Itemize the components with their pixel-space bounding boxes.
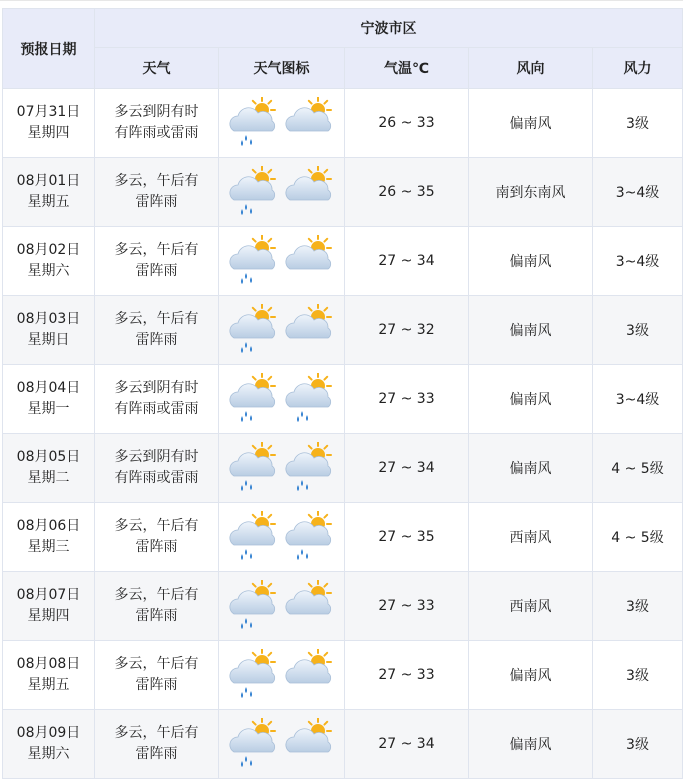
date-text: 08月03日 xyxy=(16,311,81,327)
cloud-sun-rain-icon xyxy=(282,442,338,494)
table-row xyxy=(3,710,683,779)
wind-force-cell: 4 ~ 5级 xyxy=(593,434,683,503)
wind-force-cell: 3~4级 xyxy=(593,158,683,227)
cloud-sun-icon xyxy=(282,304,338,356)
icon-column-header: 天气图标 xyxy=(219,48,345,89)
weather-text-line2: 雷阵雨 xyxy=(135,194,178,210)
wind-force-cell: 3~4级 xyxy=(593,227,683,296)
temperature-cell: 27 ~ 34 xyxy=(345,227,469,296)
table-row xyxy=(3,572,683,641)
weekday-text: 星期日 xyxy=(27,332,70,348)
weather-icon-cell xyxy=(219,89,345,158)
date-cell xyxy=(3,434,95,503)
date-cell xyxy=(3,296,95,365)
weather-icon-cell xyxy=(219,227,345,296)
wind-force-cell: 3级 xyxy=(593,296,683,365)
weekday-text: 星期一 xyxy=(27,401,70,417)
temperature-cell: 27 ~ 34 xyxy=(345,434,469,503)
date-cell xyxy=(3,641,95,710)
weekday-text: 星期五 xyxy=(27,677,70,693)
cloud-sun-icon xyxy=(282,235,338,287)
wind-force-cell: 3级 xyxy=(593,572,683,641)
weather-cell xyxy=(95,365,219,434)
cloud-sun-rain-icon xyxy=(226,97,282,149)
date-text: 08月05日 xyxy=(16,449,81,465)
temperature-cell: 27 ~ 35 xyxy=(345,503,469,572)
date-text: 08月07日 xyxy=(16,587,81,603)
cloud-sun-icon xyxy=(282,718,338,770)
weekday-text: 星期五 xyxy=(27,194,70,210)
weather-text-line2: 雷阵雨 xyxy=(135,677,178,693)
table-row xyxy=(3,89,683,158)
weather-text-line2: 雷阵雨 xyxy=(135,608,178,624)
temperature-cell: 26 ~ 35 xyxy=(345,158,469,227)
date-text: 08月02日 xyxy=(16,242,81,258)
table-row xyxy=(3,158,683,227)
weather-cell xyxy=(95,710,219,779)
weather-text-line2: 雷阵雨 xyxy=(135,332,178,348)
weather-text-line1: 多云到阴有时 xyxy=(114,104,199,120)
weather-text-line2: 有阵雨或雷雨 xyxy=(114,401,199,417)
date-column-header: 预报日期 xyxy=(3,9,95,89)
wind-force-column-header: 风力 xyxy=(593,48,683,89)
table-row xyxy=(3,227,683,296)
wind-direction-cell: 偏南风 xyxy=(469,434,593,503)
table-row xyxy=(3,434,683,503)
cloud-sun-rain-icon xyxy=(226,442,282,494)
wind-direction-cell: 偏南风 xyxy=(469,89,593,158)
weather-text-line1: 多云，午后有 xyxy=(114,311,199,327)
weather-text-line2: 雷阵雨 xyxy=(135,539,178,555)
weather-text-line2: 雷阵雨 xyxy=(135,746,178,762)
cloud-sun-rain-icon xyxy=(226,373,282,425)
weather-text-line1: 多云，午后有 xyxy=(114,518,199,534)
weather-text-line2: 有阵雨或雷雨 xyxy=(114,125,199,141)
date-cell xyxy=(3,158,95,227)
date-cell xyxy=(3,89,95,158)
weather-text-line1: 多云到阴有时 xyxy=(114,449,199,465)
weather-text-line1: 多云到阴有时 xyxy=(114,380,199,396)
weekday-text: 星期四 xyxy=(27,125,70,141)
date-text: 08月08日 xyxy=(16,656,81,672)
cloud-sun-rain-icon xyxy=(226,718,282,770)
temperature-cell: 27 ~ 33 xyxy=(345,641,469,710)
date-cell xyxy=(3,227,95,296)
weather-cell xyxy=(95,434,219,503)
cloud-sun-icon xyxy=(282,649,338,701)
table-row xyxy=(3,365,683,434)
weather-cell xyxy=(95,641,219,710)
weather-text-line1: 多云，午后有 xyxy=(114,242,199,258)
wind-force-cell: 4 ~ 5级 xyxy=(593,503,683,572)
cloud-sun-icon xyxy=(282,580,338,632)
weather-icon-cell xyxy=(219,158,345,227)
weekday-text: 星期六 xyxy=(27,746,70,762)
weather-icon-cell xyxy=(219,641,345,710)
date-text: 08月06日 xyxy=(16,518,81,534)
weather-icon-cell xyxy=(219,572,345,641)
wind-direction-cell: 偏南风 xyxy=(469,710,593,779)
weekday-text: 星期二 xyxy=(27,470,70,486)
weather-icon-cell xyxy=(219,503,345,572)
wind-direction-cell: 偏南风 xyxy=(469,641,593,710)
weather-cell xyxy=(95,572,219,641)
cloud-sun-rain-icon xyxy=(226,166,282,218)
date-cell xyxy=(3,503,95,572)
wind-direction-cell: 西南风 xyxy=(469,503,593,572)
weather-text-line1: 多云，午后有 xyxy=(114,656,199,672)
cloud-sun-rain-icon xyxy=(282,373,338,425)
temperature-cell: 27 ~ 33 xyxy=(345,365,469,434)
wind-direction-cell: 偏南风 xyxy=(469,365,593,434)
date-text: 08月01日 xyxy=(16,173,81,189)
cloud-sun-icon xyxy=(282,166,338,218)
cloud-sun-rain-icon xyxy=(226,580,282,632)
wind-direction-cell: 偏南风 xyxy=(469,227,593,296)
weather-text-line1: 多云，午后有 xyxy=(114,173,199,189)
cloud-sun-rain-icon xyxy=(226,304,282,356)
cloud-sun-icon xyxy=(282,97,338,149)
city-header: 宁波市区 xyxy=(95,9,683,48)
weekday-text: 星期三 xyxy=(27,539,70,555)
table-row xyxy=(3,296,683,365)
weather-text-line2: 有阵雨或雷雨 xyxy=(114,470,199,486)
wind-direction-cell: 南到东南风 xyxy=(469,158,593,227)
date-text: 08月09日 xyxy=(16,725,81,741)
weather-text-line1: 多云，午后有 xyxy=(114,587,199,603)
weekday-text: 星期四 xyxy=(27,608,70,624)
weather-cell xyxy=(95,296,219,365)
date-text: 07月31日 xyxy=(16,104,81,120)
table-row xyxy=(3,503,683,572)
temperature-cell: 27 ~ 34 xyxy=(345,710,469,779)
cloud-sun-rain-icon xyxy=(226,511,282,563)
weather-cell xyxy=(95,158,219,227)
weather-text-line2: 雷阵雨 xyxy=(135,263,178,279)
weather-text-line1: 多云，午后有 xyxy=(114,725,199,741)
temperature-column-header: 气温℃ xyxy=(345,48,469,89)
weather-icon-cell xyxy=(219,296,345,365)
wind-force-cell: 3~4级 xyxy=(593,365,683,434)
wind-force-cell: 3级 xyxy=(593,641,683,710)
date-text: 08月04日 xyxy=(16,380,81,396)
wind-force-cell: 3级 xyxy=(593,89,683,158)
wind-direction-cell: 偏南风 xyxy=(469,296,593,365)
date-cell xyxy=(3,710,95,779)
cloud-sun-rain-icon xyxy=(282,511,338,563)
weather-cell xyxy=(95,227,219,296)
wind-direction-cell: 西南风 xyxy=(469,572,593,641)
temperature-cell: 27 ~ 33 xyxy=(345,572,469,641)
weather-icon-cell xyxy=(219,710,345,779)
forecast-table xyxy=(2,8,683,779)
weather-icon-cell xyxy=(219,365,345,434)
weather-cell xyxy=(95,503,219,572)
weekday-text: 星期六 xyxy=(27,263,70,279)
date-cell xyxy=(3,572,95,641)
weather-column-header: 天气 xyxy=(95,48,219,89)
weather-cell xyxy=(95,89,219,158)
temperature-cell: 26 ~ 33 xyxy=(345,89,469,158)
weather-icon-cell xyxy=(219,434,345,503)
cloud-sun-rain-icon xyxy=(226,649,282,701)
top-divider xyxy=(0,0,683,1)
wind-force-cell: 3级 xyxy=(593,710,683,779)
table-row xyxy=(3,641,683,710)
temperature-cell: 27 ~ 32 xyxy=(345,296,469,365)
cloud-sun-rain-icon xyxy=(226,235,282,287)
wind-direction-column-header: 风向 xyxy=(469,48,593,89)
date-cell xyxy=(3,365,95,434)
